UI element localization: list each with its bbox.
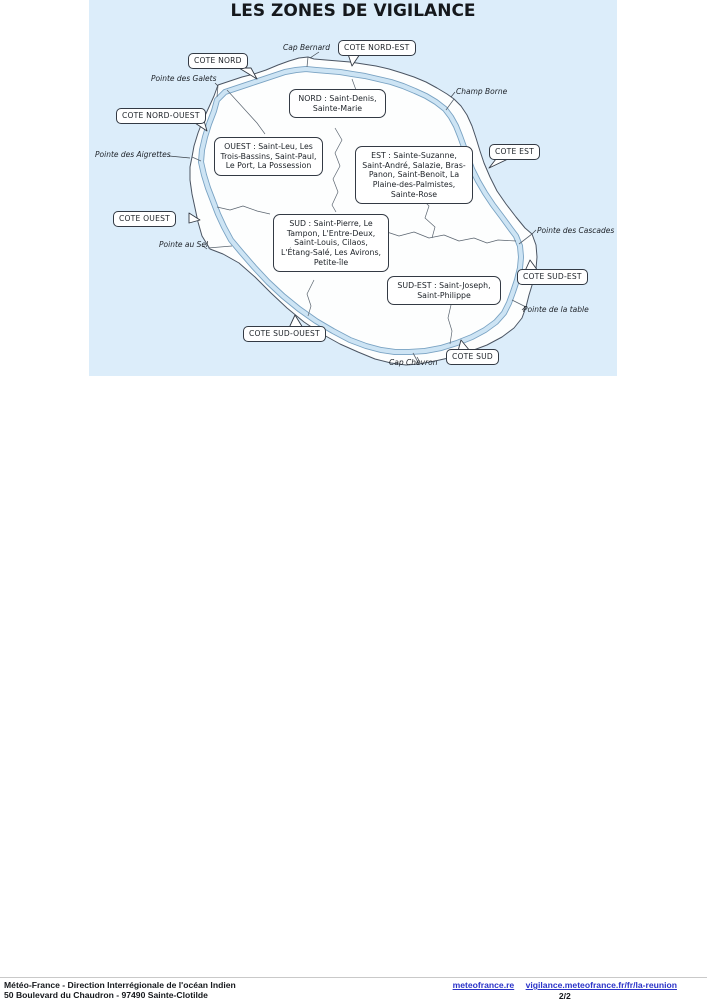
zone-sud-est-box: SUD-EST : Saint-Joseph, Saint-Philippe xyxy=(387,276,501,305)
landmark-pointe-de-la-table: Pointe de la table xyxy=(523,305,589,314)
cote-sud-est-label: COTE SUD-EST xyxy=(517,269,588,285)
footer-divider xyxy=(0,977,707,978)
vigilance-map xyxy=(89,0,617,376)
landmark-pointe-des-cascades: Pointe des Cascades xyxy=(537,226,615,235)
landmark-pointe-des-aigrettes: Pointe des Aigrettes xyxy=(95,150,171,159)
cote-ouest-label: COTE OUEST xyxy=(113,211,176,227)
reunion-island-map-graphic xyxy=(89,0,617,376)
zone-sud-box: SUD : Saint-Pierre, Le Tampon, L'Entre-Deux, Saint-Louis, Cilaos, L'Étang-Salé, Les Avirons, Petite-île xyxy=(273,214,389,272)
landmark-cap-bernard: Cap Bernard xyxy=(283,43,331,52)
landmark-champ-borne: Champ Borne xyxy=(456,87,508,96)
footer-organization xyxy=(4,980,236,1001)
zone-est-box: EST : Sainte-Suzanne, Saint-André, Salazie, Bras-Panon, Saint-Benoit, La Plaine-des-Palmistes, Sainte-Rose xyxy=(355,146,473,204)
cote-nord-ouest-label: COTE NORD-OUEST xyxy=(116,108,206,124)
footer-org-line2: 50 Boulevard du Chaudron - 97490 Sainte-Clotilde xyxy=(4,990,208,1001)
landmark-pointe-au-sel: Pointe au Sel xyxy=(159,240,209,249)
vigilance-link[interactable]: vigilance.meteofrance.fr/fr/la-reunion xyxy=(525,980,677,990)
cote-est-label: COTE EST xyxy=(489,144,540,160)
landmark-cap-chevron: Cap Chevron xyxy=(389,358,438,367)
cote-sud-ouest-label: COTE SUD-OUEST xyxy=(243,326,326,342)
cote-nord-label: COTE NORD xyxy=(188,53,248,69)
page-number: 2/2 xyxy=(558,991,571,1001)
zone-ouest-box: OUEST : Saint-Leu, Les Trois-Bassins, Saint-Paul, Le Port, La Possession xyxy=(214,137,323,176)
footer-links-block xyxy=(453,980,677,1001)
cote-sud-label: COTE SUD xyxy=(446,349,499,365)
footer-org-line1: Météo-France - Direction Interrégionale de l'océan Indien xyxy=(4,980,236,990)
zone-nord-box: NORD : Saint-Denis, Sainte-Marie xyxy=(289,89,386,118)
landmark-pointe-des-galets: Pointe des Galets xyxy=(151,74,217,83)
cote-nord-est-label: COTE NORD-EST xyxy=(338,40,416,56)
page-title: LES ZONES DE VIGILANCE xyxy=(230,1,476,21)
meteofrance-link[interactable]: meteofrance.re xyxy=(452,980,515,990)
